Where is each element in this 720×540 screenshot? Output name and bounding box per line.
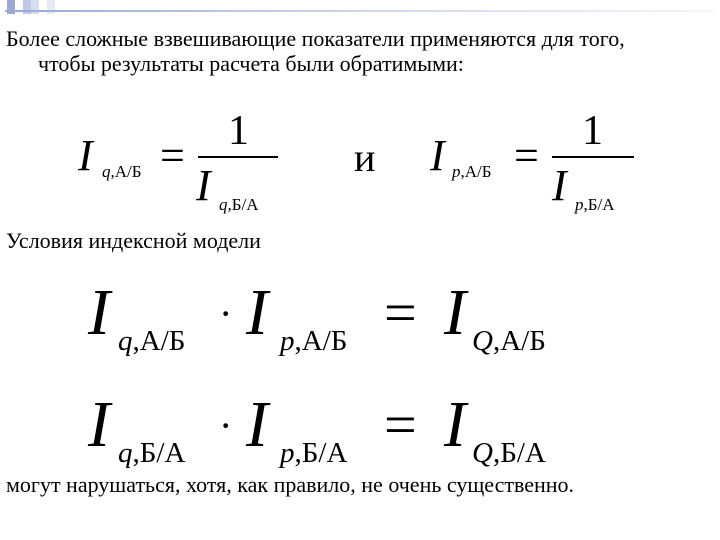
formula-1-fraction-bar (198, 156, 278, 158)
condition-1-a-subscript: q,А/Б (118, 325, 186, 357)
condition-2-c-symbol: I (444, 388, 466, 461)
condition-2-b-symbol: I (246, 388, 268, 461)
condition-1-equals: = (384, 280, 417, 345)
condition-1-dot: · (219, 291, 233, 336)
formula-1-equals: = (160, 131, 185, 180)
formula-1-numerator: 1 (228, 108, 249, 154)
condition-1-a-symbol: I (88, 276, 110, 349)
formula-1-den-symbol: I (196, 161, 211, 210)
formula-2-equals: = (514, 131, 539, 180)
condition-1-c-symbol: I (444, 276, 466, 349)
condition-1-c-subscript: Q,А/Б (472, 325, 546, 357)
formula-1-lhs-subscript: q,А/Б (102, 162, 142, 181)
condition-2-dot: · (219, 403, 233, 448)
condition-2-b-subscript: p,Б/А (280, 437, 348, 469)
condition-1-b-subscript: p,А/Б (280, 325, 348, 357)
condition-2-equals: = (384, 392, 417, 457)
formula-1-den-subscript: q,Б/А (219, 195, 259, 214)
formula-2-numerator: 1 (582, 108, 603, 154)
condition-2-a-symbol: I (88, 388, 110, 461)
formula-2-den-subscript: p,Б/А (575, 195, 615, 214)
formula-2-lhs-symbol: I (430, 131, 445, 180)
condition-2-a-subscript: q,Б/А (118, 437, 186, 469)
formula-2-den-symbol: I (552, 161, 567, 210)
condition-1-b-symbol: I (246, 276, 268, 349)
conditions-heading: Условия индексной модели (6, 228, 261, 253)
condition-2-c-subscript: Q,Б/А (472, 437, 546, 469)
formula-2-fraction-bar (552, 156, 634, 158)
intro-line-2: чтобы результаты расчета были обратимыми: (38, 51, 464, 76)
header-rule (5, 10, 715, 12)
connector-and: и (354, 135, 376, 180)
footer-text: могут нарушаться, хотя, как правило, не очень существенно. (6, 472, 575, 497)
formula-2-lhs-subscript: p,А/Б (452, 162, 492, 181)
intro-line-1: Более сложные взвешивающие показатели применяются для того, (6, 26, 625, 51)
formula-1-lhs-symbol: I (78, 131, 93, 180)
